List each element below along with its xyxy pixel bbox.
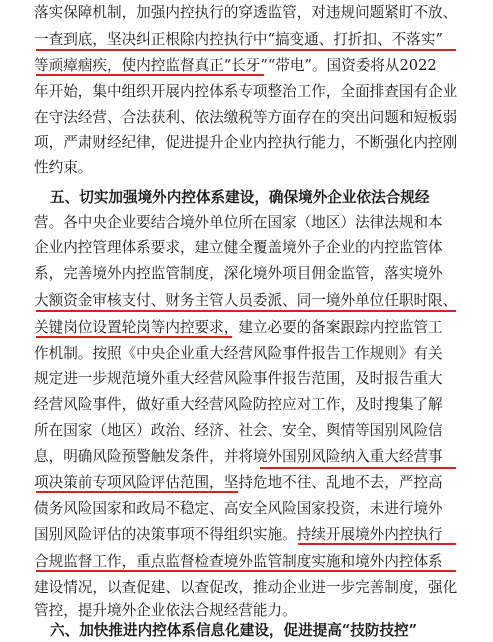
text-line-1: 落实保障机制，加强内控执行的穿透监管，对违规问题紧盯不放、 xyxy=(34,4,458,21)
red-underline xyxy=(260,467,456,469)
section-heading-5: 五、切实加强境外内控体系建设，确保境外企业依法合规经 xyxy=(50,189,430,206)
text-line-7: 性约束。 xyxy=(34,159,93,176)
text-line-20: 国别风险评估的决策事项不得组织实施。持续开展境外内控执行 xyxy=(34,526,443,543)
text-line-18: 项决策前专项风险评估范围，坚持危地不往、乱地不去，严控高 xyxy=(34,474,443,491)
text-line-21: 合规监督工作，重点监督检查境外监管制度实施和境外内控体系 xyxy=(34,553,443,570)
text-line-12: 关键岗位设置轮岗等内控要求，建立必要的备案跟踪内控监管工 xyxy=(34,319,443,336)
text-line-4: 年开始，集中组织开展内控体系专项整治工作，全面排查国有企业 xyxy=(34,83,458,100)
text-line-23: 管控，提升境外企业依法合规经营能力。 xyxy=(34,602,297,619)
text-line-14: 规定进一步规范境外重大经营风险事件报告范围，及时报告重大 xyxy=(34,370,443,387)
red-underline xyxy=(298,543,456,545)
text-line-15: 经营风险事件，做好重大经营风险防控应对工作，及时搜集了解 xyxy=(34,396,443,413)
red-underline xyxy=(36,310,456,312)
text-line-11: 大额资金审核支付、财务主管人员委派、同一境外单位任职时限、 xyxy=(34,292,458,309)
text-line-2: 一查到底，坚决纠正根除内控执行中“搞变通、打折扣、不落实” xyxy=(34,31,443,48)
red-underline xyxy=(36,74,264,76)
text-line-9: 企业内控管理体系要求，建立健全覆盖境外子企业的内控监管体 xyxy=(34,239,443,256)
text-line-17: 息，明确风险预警触发条件，并将境外国别风险纳入重大经营事 xyxy=(34,448,443,465)
text-line-5: 在守法经营、合法获利、依法缴税等方面存在的突出问题和短板弱 xyxy=(34,109,458,126)
red-underline xyxy=(36,49,456,51)
red-underline xyxy=(36,491,238,493)
text-line-8: 营。各中央企业要结合境外单位所在国家（地区）法律法规和本 xyxy=(34,214,443,231)
text-line-13: 作机制。按照《中央企业重大经营风险事件报告工作规则》有关 xyxy=(34,345,443,362)
section-heading-6: 六、加快推进内控体系信息化建设，促进提高“技防技控” xyxy=(50,622,418,639)
text-line-10: 系，完善境外内控监管制度，深化境外项目佣金监管，落实境外 xyxy=(34,265,443,282)
red-underline xyxy=(36,570,456,572)
text-line-16: 所在国家（地区）政治、经济、社会、安全、舆情等国别风险信 xyxy=(34,422,443,439)
text-line-19: 债务风险国家和政局不稳定、高安全风险国家投资，未进行境外 xyxy=(34,500,443,517)
red-underline xyxy=(36,336,232,338)
text-line-6: 项，严肃财经纪律，促进提升企业内控执行能力，不断强化内控刚 xyxy=(34,134,458,151)
text-line-22: 建设情况，以查促建、以查促改，推动企业进一步完善制度，强化 xyxy=(34,579,458,596)
text-line-3: 等顽瘴痼疾，使内控监督真正“长牙”“带电”。国资委将从2022 xyxy=(34,57,437,74)
